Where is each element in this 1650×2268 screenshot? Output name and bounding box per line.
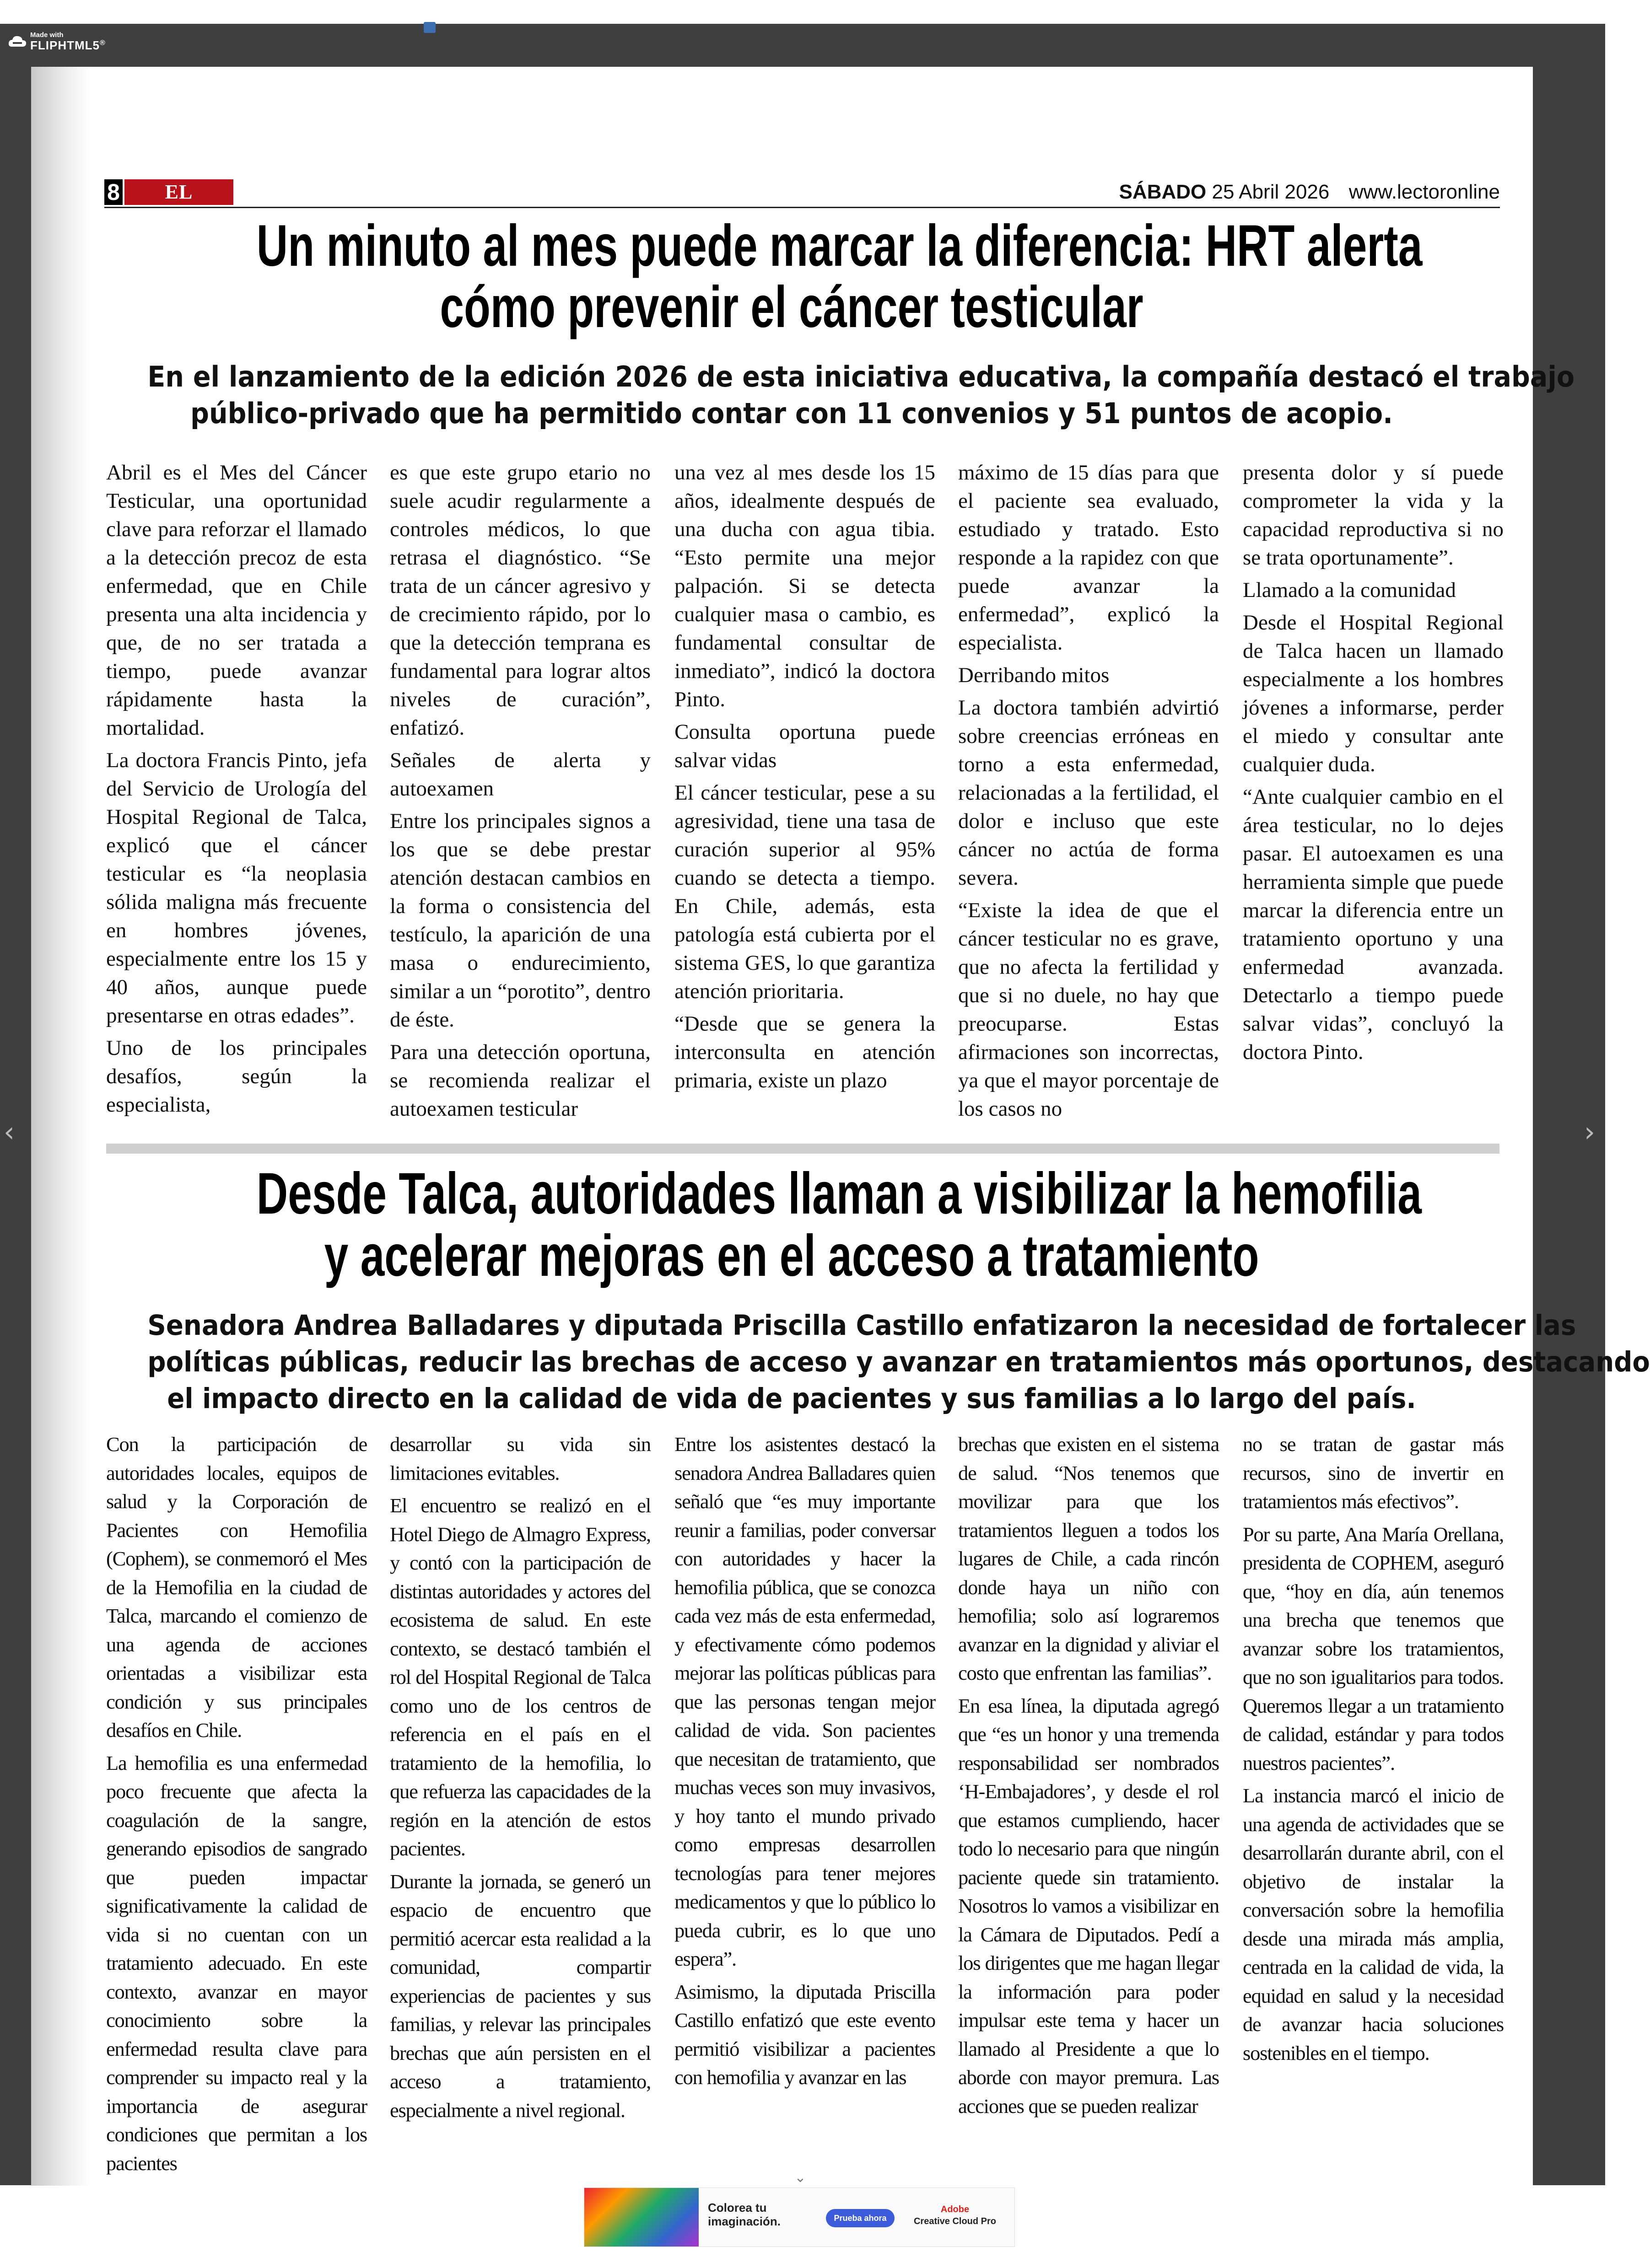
dateline-site[interactable]: www.lectoronline: [1348, 181, 1500, 203]
paragraph: Por su parte, Ana María Orellana, presidenta de COPHEM, aseguró que, “hoy en día, aún tenemos una brecha que tenemos que avanzar sobre los tratamientos, que no son igualitarios para todos. Queremos llegar a un tratamiento de calidad, estándar y para todos nuestros pacientes”.: [1243, 1522, 1504, 1774]
next-page-icon[interactable]: ›: [1584, 1116, 1595, 1148]
paragraph: una vez al mes desde los 15 años, idealmente después de una ducha con agua tibia. “Esto permite una mejor palpación. Si se detecta cualquier masa o cambio, es fundamental consultar de inmediato”, indicó la doctora Pinto.: [674, 461, 935, 711]
cloud-icon: [7, 34, 27, 50]
dateline: [1119, 179, 1500, 205]
paragraph: En esa línea, la diputada agregó que “es un honor y una tremenda responsabilidad ser nombrados ‘H-Embajadores’, y desde el rol que estamos cumpliendo, hacer todo lo necesario para que ningún paciente quede sin tratamiento. Nosotros lo vamos a visibilizar en la Cámara de Diputados. Pedí a los dirigentes que me hagan llegar la información para poder impulsar este tema y hacer un llamado al Presidente a que lo aborde con mayor premura. Las acciones que se pueden realizar: [958, 1694, 1219, 2118]
article2-column-2: [390, 1430, 651, 2126]
paragraph: La hemofilia es una enfermedad poco frecuente que afecta la coagulación de la sangre, generando episodios de sangrado que pueden impactar significativamente la calidad de vida si no cuentan con un tratamiento adecuado. En este contexto, avanzar en mayor conocimiento sobre la enfermedad resulta clave para comprender su impacto real y la importancia de asegurar condiciones que permitan a los pacientes: [106, 1751, 367, 2175]
article1-column-5: [1243, 458, 1504, 1122]
ad-text: Colorea tu imaginación.: [708, 2201, 781, 2228]
paragraph: brechas que existen en el sistema de salud. “Nos tenemos que movilizar para que los tratamientos lleguen a todos los lugares de Chile, a cada rincón donde haya un niño con hemofilia; solo así lograremos avanzar en la dignidad y aliviar el costo que enfrentan las familias”.: [958, 1433, 1219, 1684]
article2-deck-line2: políticas públicas, reducir las brechas de acceso y avanzar en tratamientos más oportunos, destacando: [147, 1346, 1650, 1378]
section-divider: [106, 1144, 1499, 1154]
ad-brand-product: Creative Cloud Pro: [913, 2216, 997, 2226]
paragraph: El encuentro se realizó en el Hotel Diego de Almagro Express, y contó con la participación de distintas autoridades y actores del ecosistema de salud. En este contexto, se destacó también el rol del Hospital Regional de Talca como uno de los centros de referencia en el país en el tratamiento de la hemofilia, lo que refuerza las capacidades de la región en la atención de estos pacientes.: [390, 1494, 651, 1860]
badge-brand: [30, 38, 106, 53]
paragraph: Desde el Hospital Regional de Talca hacen un llamado especialmente a los hombres jóvenes a informarse, perder el miedo y consultar ante cualquier duda.: [1243, 611, 1504, 776]
paragraph: La doctora también advirtió sobre creencias erróneas en torno a esta enfermedad, relacionadas a la fertilidad, el dolor e incluso que este cáncer no actúa de forma severa.: [958, 696, 1219, 890]
page-number: 8: [104, 179, 123, 205]
article2-deck-line1: Senadora Andrea Balladares y diputada Priscilla Castillo enfatizaron la necesidad de fortalecer las: [147, 1309, 1576, 1342]
page-gutter-shadow: [31, 67, 91, 2186]
article2-headline-line2: y acelerar mejoras en el acceso a tratamiento: [324, 1223, 1259, 1289]
article2-column-4: [958, 1430, 1219, 2126]
paragraph: desarrollar su vida sin limitaciones evitables.: [390, 1433, 651, 1484]
article2-column-1: [106, 1430, 367, 2175]
paragraph: “Existe la idea de que el cáncer testicular no es grave, que no afecta la fertilidad y que si no duele, no hay que preocuparse. Estas afirmaciones son incorrectas, ya que el mayor porcentaje de los casos no: [958, 898, 1219, 1121]
subheading: Derribando mitos: [958, 663, 1110, 687]
paragraph: El cáncer testicular, pese a su agresividad, tiene una tasa de curación superior al 95% cuando se detecta a tiempo. En Chile, además, esta patología está cubierta por el sistema GES, lo que garantiza atención prioritaria.: [674, 781, 935, 1003]
paragraph: Abril es el Mes del Cáncer Testicular, una oportunidad clave para reforzar el llamado a la detección precoz de esta enfermedad, que en Chile presenta una alta incidencia y que, de no ser tratada a tiempo, puede avanzar rápidamente hasta la mortalidad.: [106, 461, 367, 740]
article2-headline-line1: Desde Talca, autoridades llaman a visibilizar la hemofilia: [256, 1161, 1422, 1226]
paragraph: Asimismo, la diputada Priscilla Castillo enfatizó que este evento permitió visibilizar a pacientes con hemofilia y avanzar en las: [674, 1980, 935, 2089]
masthead: [104, 179, 1500, 229]
article1-column-4: [958, 458, 1219, 1122]
article1-column-3: [674, 458, 935, 1122]
newspaper-logo: EL LECTOR: [124, 179, 233, 205]
subheading: Consulta oportuna puede salvar vidas: [674, 720, 935, 772]
paragraph: Para una detección oportuna, se recomienda realizar el autoexamen testicular: [390, 1040, 651, 1121]
paragraph: Uno de los principales desafíos, según la especialista,: [106, 1036, 367, 1117]
dateline-date: 25 Abril 2026: [1212, 181, 1330, 203]
article1-deck-line2: público-privado que ha permitido contar con 11 convenios y 51 puntos de acopio.: [190, 397, 1393, 430]
ad-banner[interactable]: [584, 2187, 1015, 2247]
paragraph: no se tratan de gastar más recursos, sino de invertir en tratamientos más efectivos”.: [1243, 1433, 1504, 1513]
ad-image[interactable]: [584, 2188, 699, 2247]
paragraph: La doctora Francis Pinto, jefa del Servicio de Urología del Hospital Regional de Talca, explicó que el cáncer testicular es “la neoplasia sólida maligna más frecuente en hombres jóvenes, especialmente entre los 15 y 40 años, aunque puede presentarse en otras edades”.: [106, 748, 367, 1027]
subheading: Llamado a la comunidad: [1243, 578, 1456, 602]
paragraph: máximo de 15 días para que el paciente sea evaluado, estudiado y tratado. Esto responde a la rapidez con que puede avanzar la enfermedad”, explicó la especialista.: [958, 461, 1219, 655]
article1-headline-line1: Un minuto al mes puede marcar la diferencia: HRT alerta: [256, 213, 1423, 279]
viewer-progress-marker[interactable]: [424, 22, 436, 33]
article1-deck-line1: En el lanzamiento de la edición 2026 de esta iniciativa educativa, la compañía destacó el trabajo: [147, 360, 1575, 393]
badge-brand-name: FLIPHTML5: [30, 38, 100, 52]
paragraph: Durante la jornada, se generó un espacio de encuentro que permitió acercar esta realidad a la comunidad, compartir experiencias de pacientes y sus familias, y relevar las principales brechas que aún persisten en el acceso a tratamiento, especialmente a nivel regional.: [390, 1870, 651, 2122]
paragraph: Entre los asistentes destacó la senadora Andrea Balladares quien señaló que “es muy importante reunir a familias, poder conversar con autoridades y hacer la hemofilia pública, que se conozca cada vez más de esta enfermedad, y efectivamente cómo podemos mejorar las políticas públicas para que las personas tengan mejor calidad de vida. Son pacientes que necesitan de tratamiento, que muchas veces son muy invasivos, y hoy tanto el mundo privado como empresas desarrollen tecnologías para tener mejores medicamentos y que lo público lo pueda cubrir, es lo que uno espera”.: [674, 1433, 935, 1970]
paragraph: presenta dolor y sí puede comprometer la vida y la capacidad reproductiva si no se trata oportunamente”.: [1243, 461, 1504, 570]
paragraph: Con la participación de autoridades locales, equipos de salud y la Corporación de Pacientes con Hemofilia (Cophem), se conmemoró el Mes de la Hemofilia en la ciudad de Talca, marcando el comienzo de una agenda de acciones orientadas a visibilizar esta condición y sus principales desafíos en Chile.: [106, 1433, 367, 1741]
badge-made-with: Made with: [30, 31, 64, 39]
article2-column-3: [674, 1430, 935, 2126]
ad-brand: [905, 2204, 1005, 2227]
paragraph: “Desde que se genera la interconsulta en atención primaria, existe un plazo: [674, 1012, 935, 1092]
chevron-down-icon[interactable]: ⌄: [780, 2168, 821, 2187]
ad-brand-adobe: Adobe: [940, 2204, 970, 2214]
dateline-day: SÁBADO: [1119, 181, 1207, 203]
paragraph: “Ante cualquier cambio en el área testicular, no lo dejes pasar. El autoexamen es una herramienta simple que puede marcar la diferencia entre un tratamiento oportuno y una enfermedad avanzada. Detectarlo a tiempo puede salvar vidas”, concluyó la doctora Pinto.: [1243, 785, 1504, 1064]
paragraph: es que este grupo etario no suele acudir regularmente a controles médicos, lo que retrasa el diagnóstico. “Se trata de un cáncer agresivo y de crecimiento rápido, por lo que la detección temprana es fundamental para lograr altos niveles de curación”, enfatizó.: [390, 461, 651, 740]
subheading: Señales de alerta y autoexamen: [390, 748, 651, 801]
paragraph: La instancia marcó el inicio de una agenda de actividades que se desarrollarán durante abril, con el objetivo de instalar la conversación sobre la hemofilia desde una mirada más amplia, centrada en la calidad de vida, la equidad en salud y la necesidad de avanzar hacia soluciones sostenibles en el tiempo.: [1243, 1784, 1504, 2064]
article2-column-5: [1243, 1430, 1504, 2126]
fliphtml5-badge[interactable]: [5, 29, 120, 57]
article2-deck-line3: el impacto directo en la calidad de vida de pacientes y sus familias a lo largo del país.: [167, 1382, 1416, 1415]
prev-page-icon[interactable]: ‹: [4, 1116, 15, 1148]
article1-column-1: [106, 458, 367, 1122]
paragraph: Entre los principales signos a los que se debe prestar atención destacan cambios en la forma o consistencia del testículo, la aparición de una masa o endurecimiento, similar a un “porotito”, dentro de éste.: [390, 809, 651, 1032]
viewer-top-bar: [0, 0, 1605, 24]
badge-registered-mark: ®: [100, 39, 106, 47]
article1-column-2: [390, 458, 651, 1122]
article1-headline-line2: cómo prevenir el cáncer testicular: [440, 274, 1143, 340]
ad-cta-button[interactable]: Prueba ahora: [826, 2209, 895, 2227]
